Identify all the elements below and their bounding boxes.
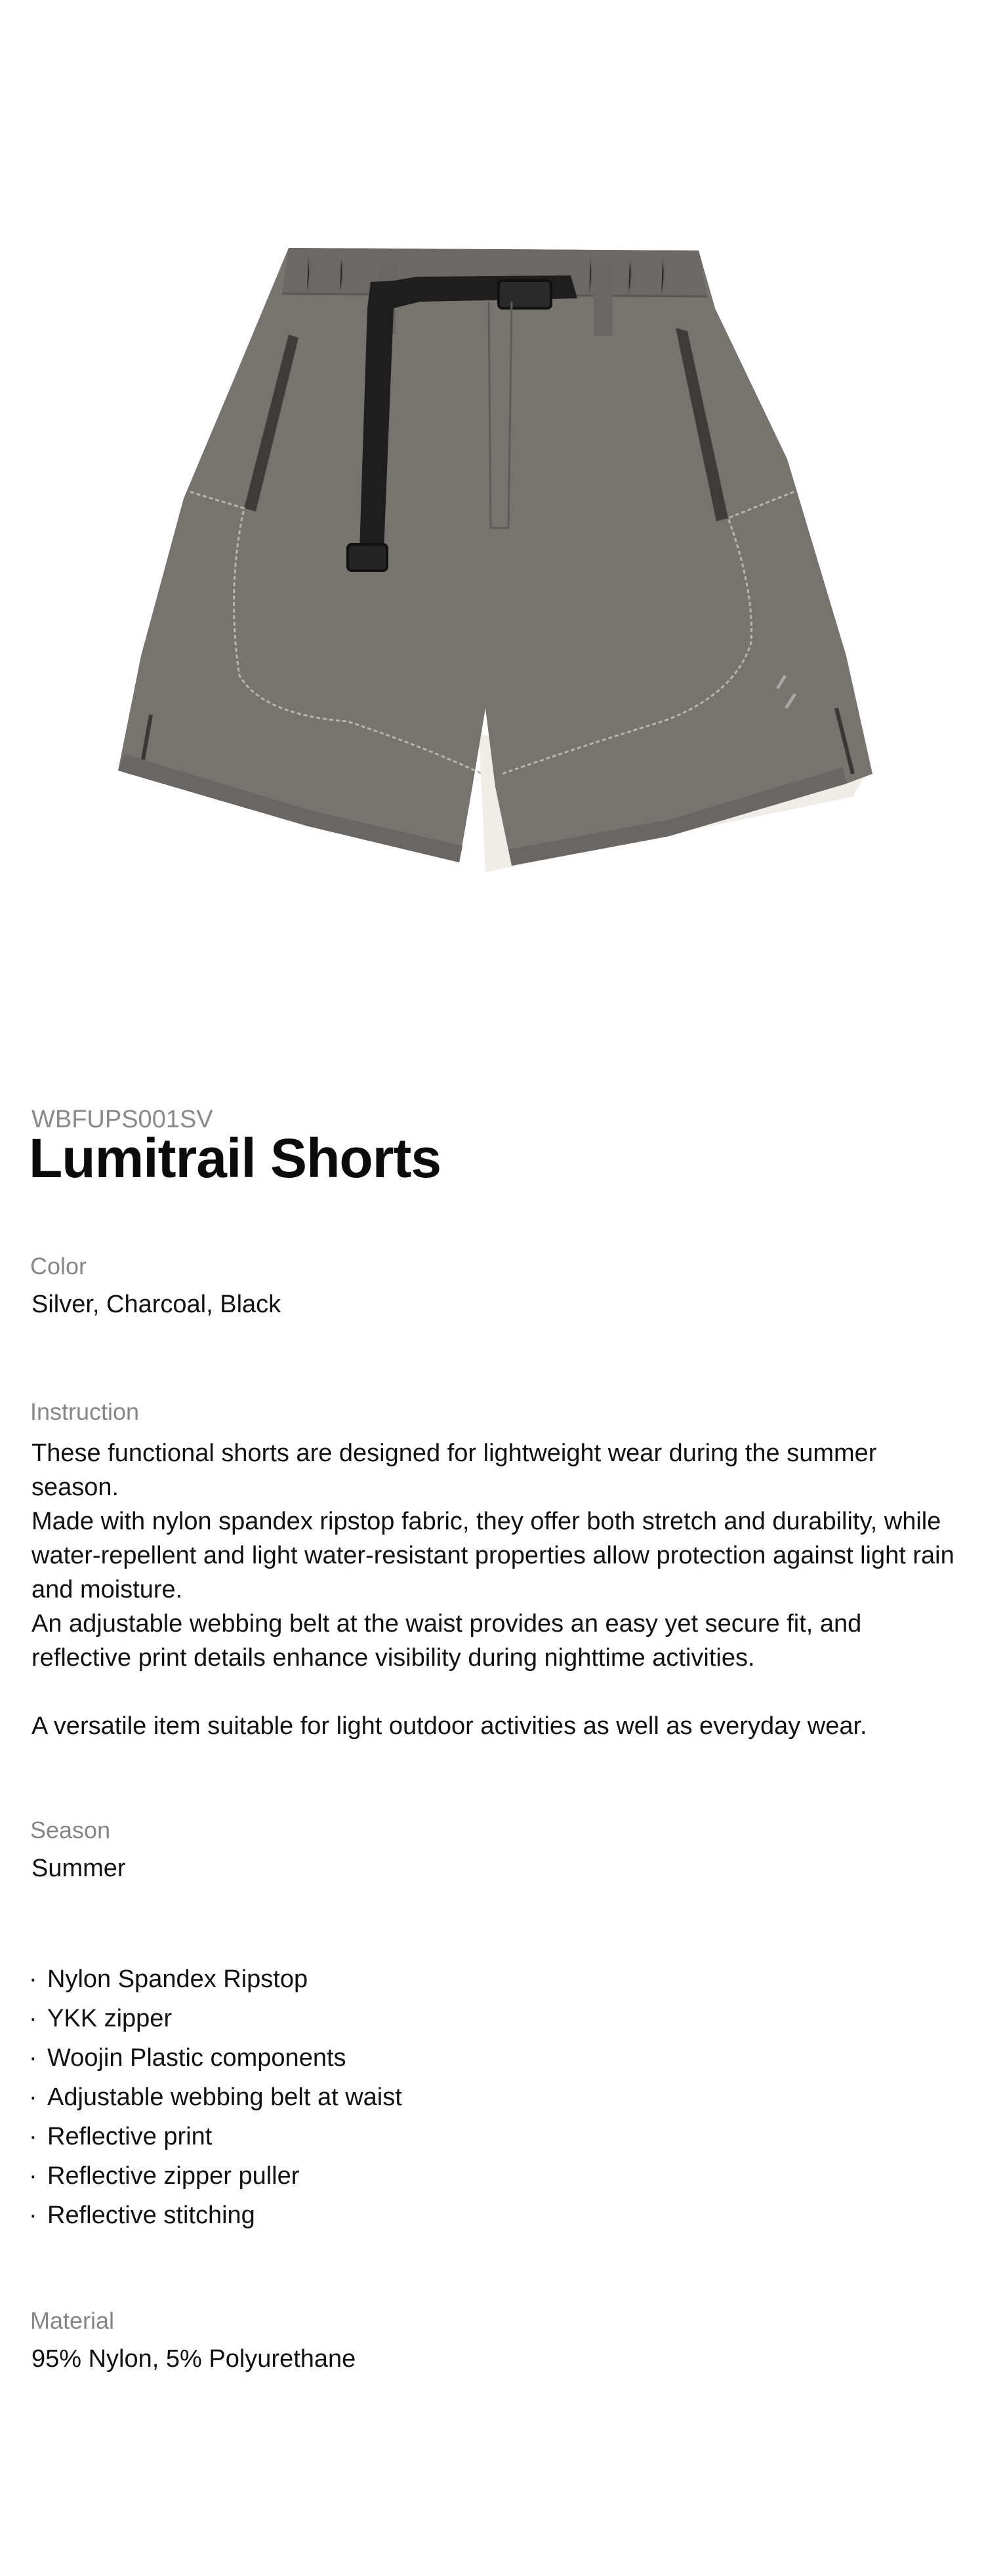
feature-item: · YKK zipper: [29, 1999, 402, 2038]
product-title: Lumitrail Shorts: [29, 1127, 441, 1189]
feature-item: · Reflective zipper puller: [29, 2156, 402, 2196]
product-sku: WBFUPS001SV: [31, 1106, 213, 1133]
instruction-paragraph-2: Made with nylon spandex ripstop fabric, they offer both stretch and durability, while water-repellent and light water-resistant properties allow protection against light rain and moisture.: [31, 1508, 954, 1603]
shorts-body: [118, 248, 872, 866]
color-value: Silver, Charcoal, Black: [31, 1291, 281, 1318]
bullet-icon: ·: [29, 2123, 37, 2150]
bullet-icon: ·: [29, 2202, 37, 2229]
material-value: 95% Nylon, 5% Polyurethane: [31, 2345, 356, 2373]
bullet-icon: ·: [29, 2083, 37, 2111]
instruction-paragraph-1: These functional shorts are designed for lightweight wear during the summer season.: [31, 1439, 877, 1501]
season-label: Season: [30, 1817, 111, 1843]
instruction-paragraph-4: A versatile item suitable for light outdoor activities as well as everyday wear.: [31, 1712, 867, 1740]
season-value: Summer: [31, 1855, 126, 1882]
product-image: [0, 0, 984, 1023]
feature-item: · Reflective print: [29, 2117, 402, 2156]
bullet-icon: ·: [29, 2005, 37, 2032]
color-label: Color: [30, 1253, 87, 1279]
feature-list: [29, 1960, 402, 2235]
bullet-icon: ·: [29, 2162, 37, 2190]
feature-item: · Reflective stitching: [29, 2196, 402, 2235]
feature-item: · Woojin Plastic components: [29, 2038, 402, 2078]
feature-item: · Adjustable webbing belt at waist: [29, 2078, 402, 2117]
shorts-illustration: [0, 0, 984, 1023]
material-label: Material: [30, 2307, 115, 2334]
instruction-label: Instruction: [30, 1398, 140, 1425]
instruction-paragraph-3: An adjustable webbing belt at the waist provides an easy yet secure fit, and reflective print details enhance visibility during nighttime activities.: [31, 1610, 862, 1672]
feature-item: · Nylon Spandex Ripstop: [29, 1960, 402, 1999]
bullet-icon: ·: [29, 2044, 37, 2072]
bullet-icon: ·: [29, 1965, 37, 1993]
